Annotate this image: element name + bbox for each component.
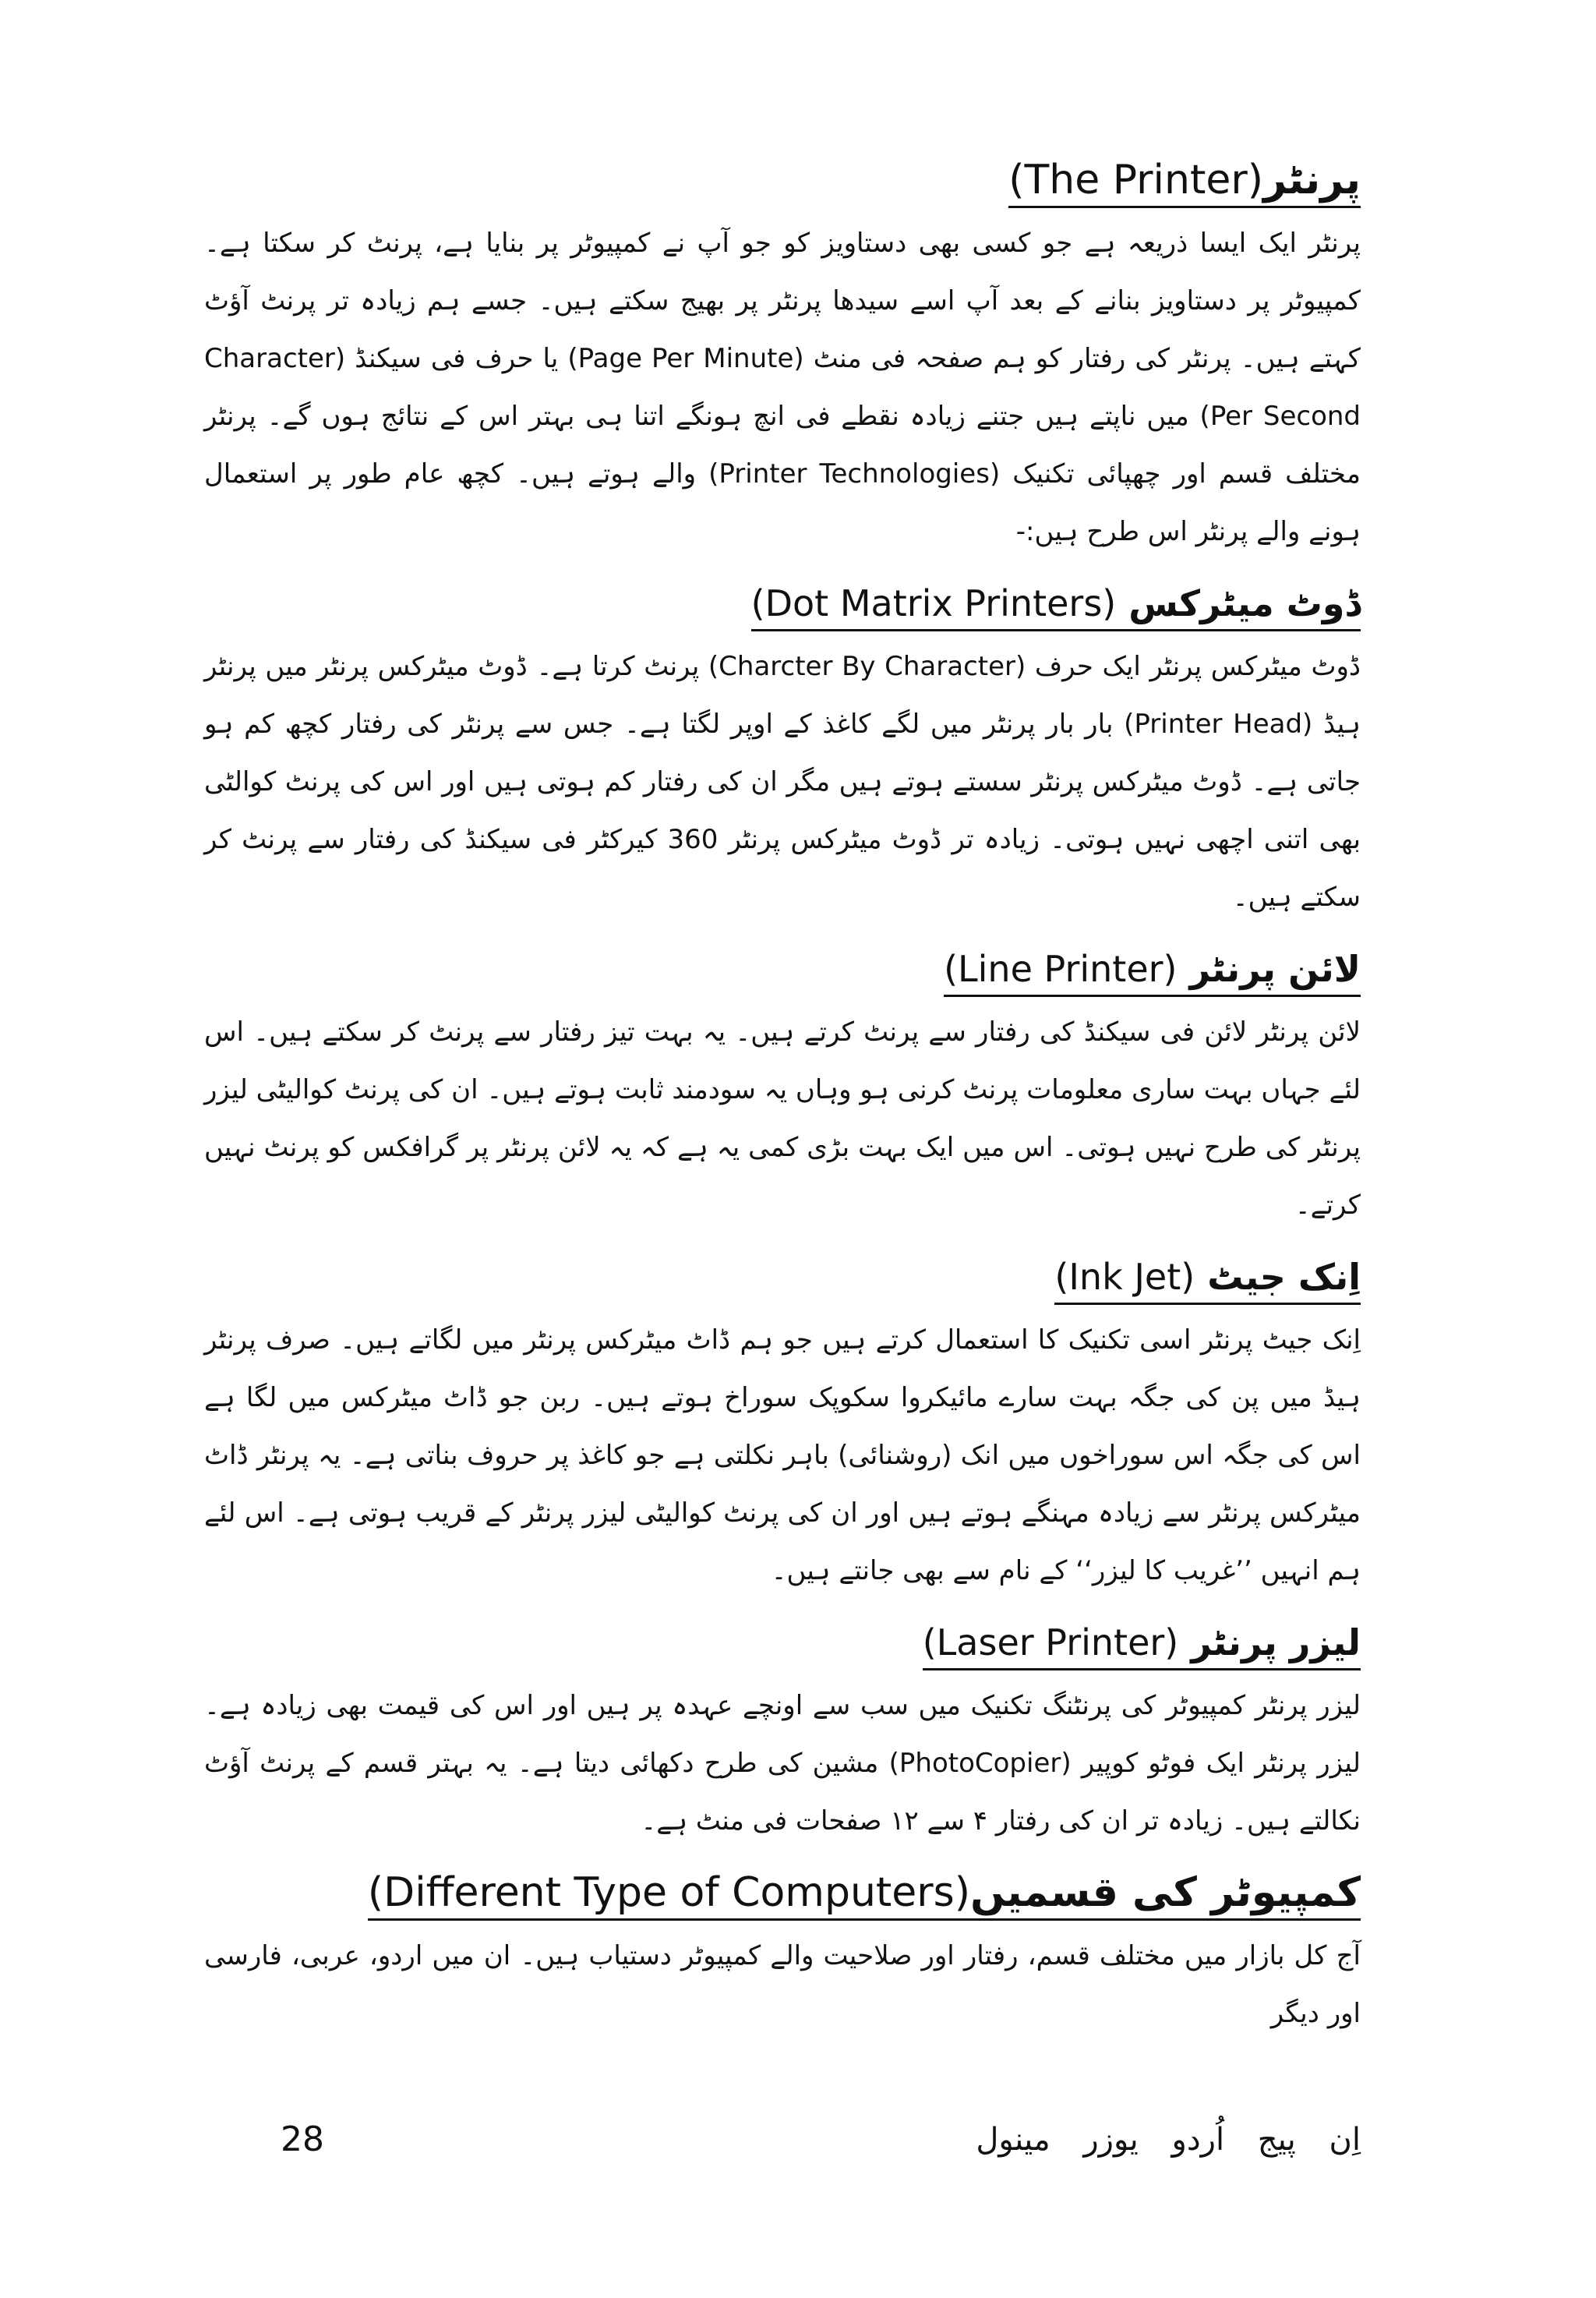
section-heading	[1008, 156, 1361, 208]
heading-english: (Dot Matrix Printers)	[750, 582, 1117, 624]
page-footer	[204, 2112, 1361, 2175]
heading-english: (Line Printer)	[944, 948, 1178, 990]
heading-english: (Different Type of Computers)	[367, 1869, 971, 1916]
section-ink-jet	[204, 1253, 1361, 1600]
heading-urdu: ڈوٹ میٹرکس	[1128, 582, 1361, 624]
section-paragraph: اِنک جیٹ پرنٹر اسی تکنیک کا استعمال کرتے ہیں جو ہم ڈاٹ میٹرکس پرنٹر میں لگاتے ہیں۔ صرف پرنٹر ہیڈ میں پن کی جگہ بہت سارے مائیکروا سکوپک سوراخ ہوتے ہیں۔ ربن جو ڈاٹ میٹرکس میں لگا ہے اس کی جگہ اس سوراخوں میں انک (روشنائی) باہر نکلتی ہے جو کاغذ پر حروف بناتی ہے۔ یہ پرنٹر ڈاٹ میٹرکس پرنٹر سے زیادہ مہنگے ہوتے ہیں اور ان کی پرنٹ کوالیٹی لیزر پرنٹر کے قریب ہوتی ہے۔ اس لئے ہم انہیں ’’غریب کا لیزر‘‘ کے نام سے بھی جانتے ہیں۔	[204, 1324, 1361, 1586]
section-heading	[751, 579, 1361, 631]
section-paragraph: لیزر پرنٹر کمپیوٹر کی پرنٹنگ تکنیک میں سب سے اونچے عہدہ پر ہیں اور اس کی قیمت بھی زیادہ ہے۔ لیزر پرنٹر ایک فوٹو کوپیر (PhotoCopier) مشین کی طرح دکھائی دیتا ہے۔ یہ بہتر قسم کے پرنٹ آؤٹ نکالتے ہیں۔ زیادہ تر ان کی رفتار ۴ سے ۱۲ صفحات فی منٹ ہے۔	[204, 1690, 1361, 1837]
heading-urdu: پرنٹر	[1263, 157, 1361, 203]
page-number: 28	[281, 2119, 324, 2159]
section-heading	[1054, 1253, 1361, 1305]
heading-urdu: کمپیوٹر کی قسمیں	[970, 1869, 1361, 1916]
section-dot-matrix	[204, 579, 1361, 926]
section-paragraph: لائن پرنٹر لائن فی سیکنڈ کی رفتار سے پرنٹ کرتے ہیں۔ یہ بہت تیز رفتار سے پرنٹ کر سکتے ہیں۔ اس لئے جہاں بہت ساری معلومات پرنٹ کرنی ہو وہاں یہ سودمند ثابت ہوتے ہیں۔ ان کی پرنٹ کوالیٹی لیزر پرنٹر کی طرح نہیں ہوتی۔ اس میں ایک بہت بڑی کمی یہ ہے کہ یہ لائن پرنٹر پر گرافکس کو پرنٹ نہیں کرتے۔	[204, 1016, 1361, 1221]
heading-english: (The Printer)	[1008, 157, 1264, 203]
section-heading	[923, 1618, 1361, 1670]
section-paragraph: پرنٹر ایک ایسا ذریعہ ہے جو کسی بھی دستاویز کو جو آپ نے کمپیوٹر پر بنایا ہے، پرنٹ کر سکتا ہے۔ کمپیوٹر پر دستاویز بنانے کے بعد آپ اسے سیدھا پرنٹر پر بھیج سکتے ہیں۔ جسے ہم زیادہ تر پرنٹ آؤٹ کہتے ہیں۔ پرنٹر کی رفتار کو ہم صفحہ فی منٹ (Page Per Minute) یا حرف فی سیکنڈ (Character Per Second) میں ناپتے ہیں جتنے زیادہ نقطے فی انچ ہونگے اتنا ہی بہتر اس کے نتائج ہوں گے۔ پرنٹر مختلف قسم اور چھپائی تکنیک (Printer Technologies) والے ہوتے ہیں۔ کچھ عام طور پر استعمال ہونے والے پرنٹر اس طرح ہیں:-	[204, 228, 1361, 547]
section-heading	[944, 945, 1361, 997]
footer-title: اِن پیج اُردو یوزر مینول	[976, 2122, 1361, 2158]
section-the-printer	[204, 156, 1361, 560]
heading-english: (Laser Printer)	[922, 1621, 1179, 1663]
document-body	[204, 156, 1361, 2042]
heading-urdu: لائن پرنٹر	[1189, 948, 1361, 990]
heading-english: (Ink Jet)	[1054, 1256, 1195, 1298]
section-paragraph: آج کل بازار میں مختلف قسم، رفتار اور صلاحیت والے کمپیوٹر دستیاب ہیں۔ ان میں اردو، عربی، فارسی اور دیگر	[204, 1940, 1361, 2029]
section-computer-types	[204, 1868, 1361, 2042]
heading-urdu: لیزر پرنٹر	[1191, 1621, 1361, 1663]
section-heading	[368, 1868, 1361, 1921]
section-laser-printer	[204, 1618, 1361, 1850]
section-paragraph: ڈوٹ میٹرکس پرنٹر ایک حرف (Charcter By Character) پرنٹ کرتا ہے۔ ڈوٹ میٹرکس پرنٹر میں پرنٹر ہیڈ (Printer Head) بار بار پرنٹر میں لگے کاغذ کے اوپر لگتا ہے۔ جس سے پرنٹر کی رفتار کچھ کم ہو جاتی ہے۔ ڈوٹ میٹرکس پرنٹر سستے ہوتے ہیں مگر ان کی رفتار کم ہوتی ہیں اور اس کی پرنٹ کوالٹی بھی اتنی اچھی نہیں ہوتی۔ زیادہ تر ڈوٹ میٹرکس پرنٹر 360 کیرکٹر فی سیکنڈ کی رفتار سے پرنٹ کر سکتے ہیں۔	[204, 651, 1361, 913]
heading-urdu: اِنک جیٹ	[1207, 1256, 1361, 1298]
section-line-printer	[204, 945, 1361, 1234]
